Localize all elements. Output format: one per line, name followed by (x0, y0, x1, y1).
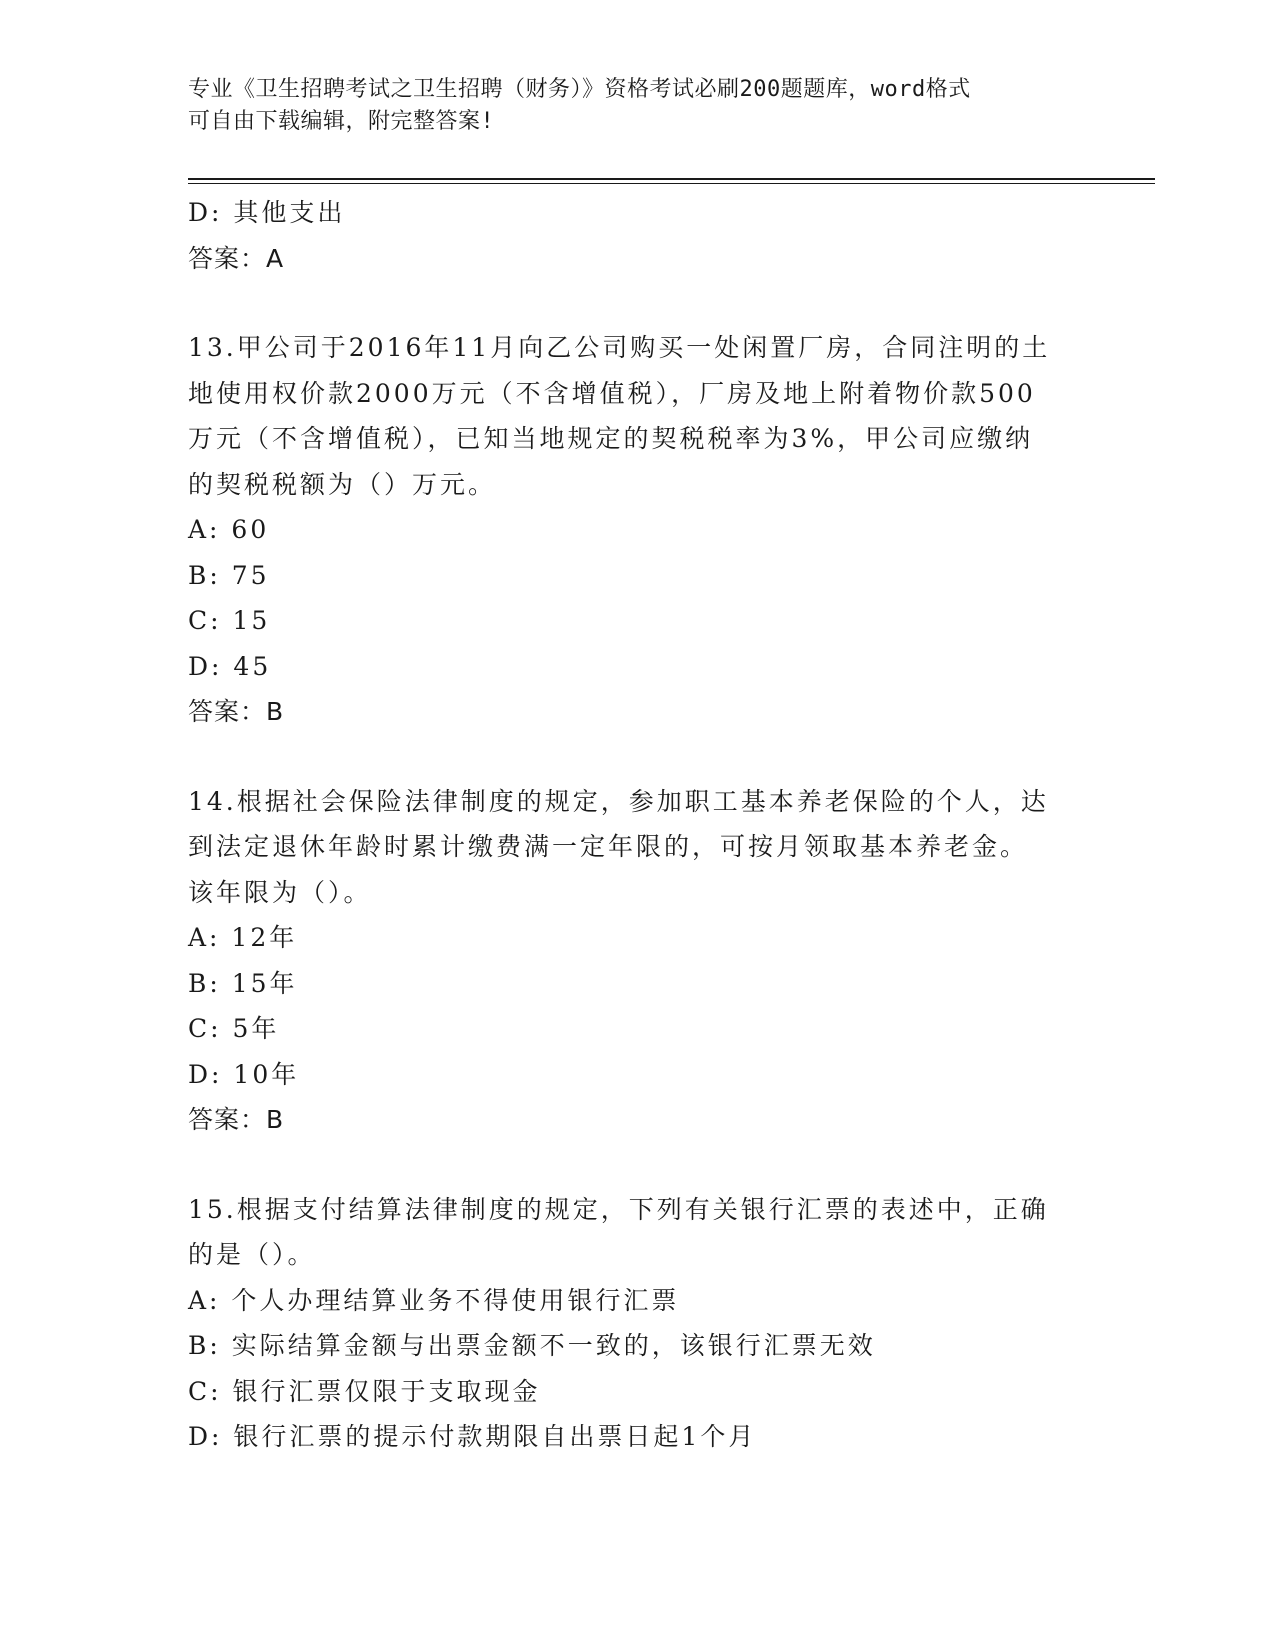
option-a: A: 12年 (188, 923, 298, 952)
header-title-line-2: 可自由下载编辑，附完整答案! (188, 109, 495, 134)
question-14 (188, 779, 1088, 1143)
option-d: D: 45 (188, 651, 272, 681)
question-text-line: 13.甲公司于2016年11月向乙公司购买一处闲置厂房，合同注明的土 (188, 333, 1051, 362)
question-text-line: 万元（不含增值税），已知当地规定的契税税率为3%，甲公司应缴纳 (188, 424, 1034, 453)
question-text-line: 的契税税额为（）万元。 (188, 469, 497, 499)
option-d: D: 银行汇票的提示付款期限自出票日起1个月 (188, 1422, 757, 1451)
option-b: B: 实际结算金额与出票金额不一致的，该银行汇票无效 (188, 1331, 876, 1360)
spacer (188, 281, 1088, 325)
previous-question-tail (188, 190, 1088, 281)
question-text-line: 15.根据支付结算法律制度的规定，下列有关银行汇票的表述中，正确 (188, 1194, 1049, 1224)
document-body (188, 190, 1088, 1460)
answer-line: 答案：B (188, 697, 285, 726)
question-text-line: 的是（）。 (188, 1240, 316, 1269)
question-13 (188, 325, 1088, 735)
option-a: A: 个人办理结算业务不得使用银行汇票 (188, 1285, 680, 1315)
option-b: B: 15年 (188, 968, 298, 998)
option-c: C: 5年 (188, 1014, 280, 1043)
header-title-line-1: 专业《卫生招聘考试之卫生招聘（财务）》资格考试必刷200题题库，word格式 (188, 77, 971, 102)
page-header (188, 74, 1068, 138)
question-text-line: 到法定退休年龄时累计缴费满一定年限的，可按月领取基本养老金。 (188, 832, 1029, 861)
answer-line: 答案：B (188, 1105, 285, 1134)
option-b: B: 75 (188, 560, 270, 590)
question-text-line: 地使用权价款2000万元（不含增值税），厂房及地上附着物价款500 (188, 378, 1036, 408)
option-d: D: 10年 (188, 1059, 300, 1089)
question-15 (188, 1187, 1088, 1460)
spacer (188, 735, 1088, 779)
question-text-line: 该年限为（）。 (188, 877, 372, 907)
option-c: C: 15 (188, 606, 271, 635)
option-a: A: 60 (188, 515, 270, 544)
question-text-line: 14.根据社会保险法律制度的规定，参加职工基本养老保险的个人，达 (188, 786, 1049, 816)
header-divider-thin (188, 183, 1155, 184)
header-divider (188, 178, 1155, 180)
option-c: C: 银行汇票仅限于支取现金 (188, 1376, 541, 1406)
answer-line: 答案：A (188, 243, 285, 273)
option-d: D: 其他支出 (188, 198, 346, 227)
spacer (188, 1143, 1088, 1187)
